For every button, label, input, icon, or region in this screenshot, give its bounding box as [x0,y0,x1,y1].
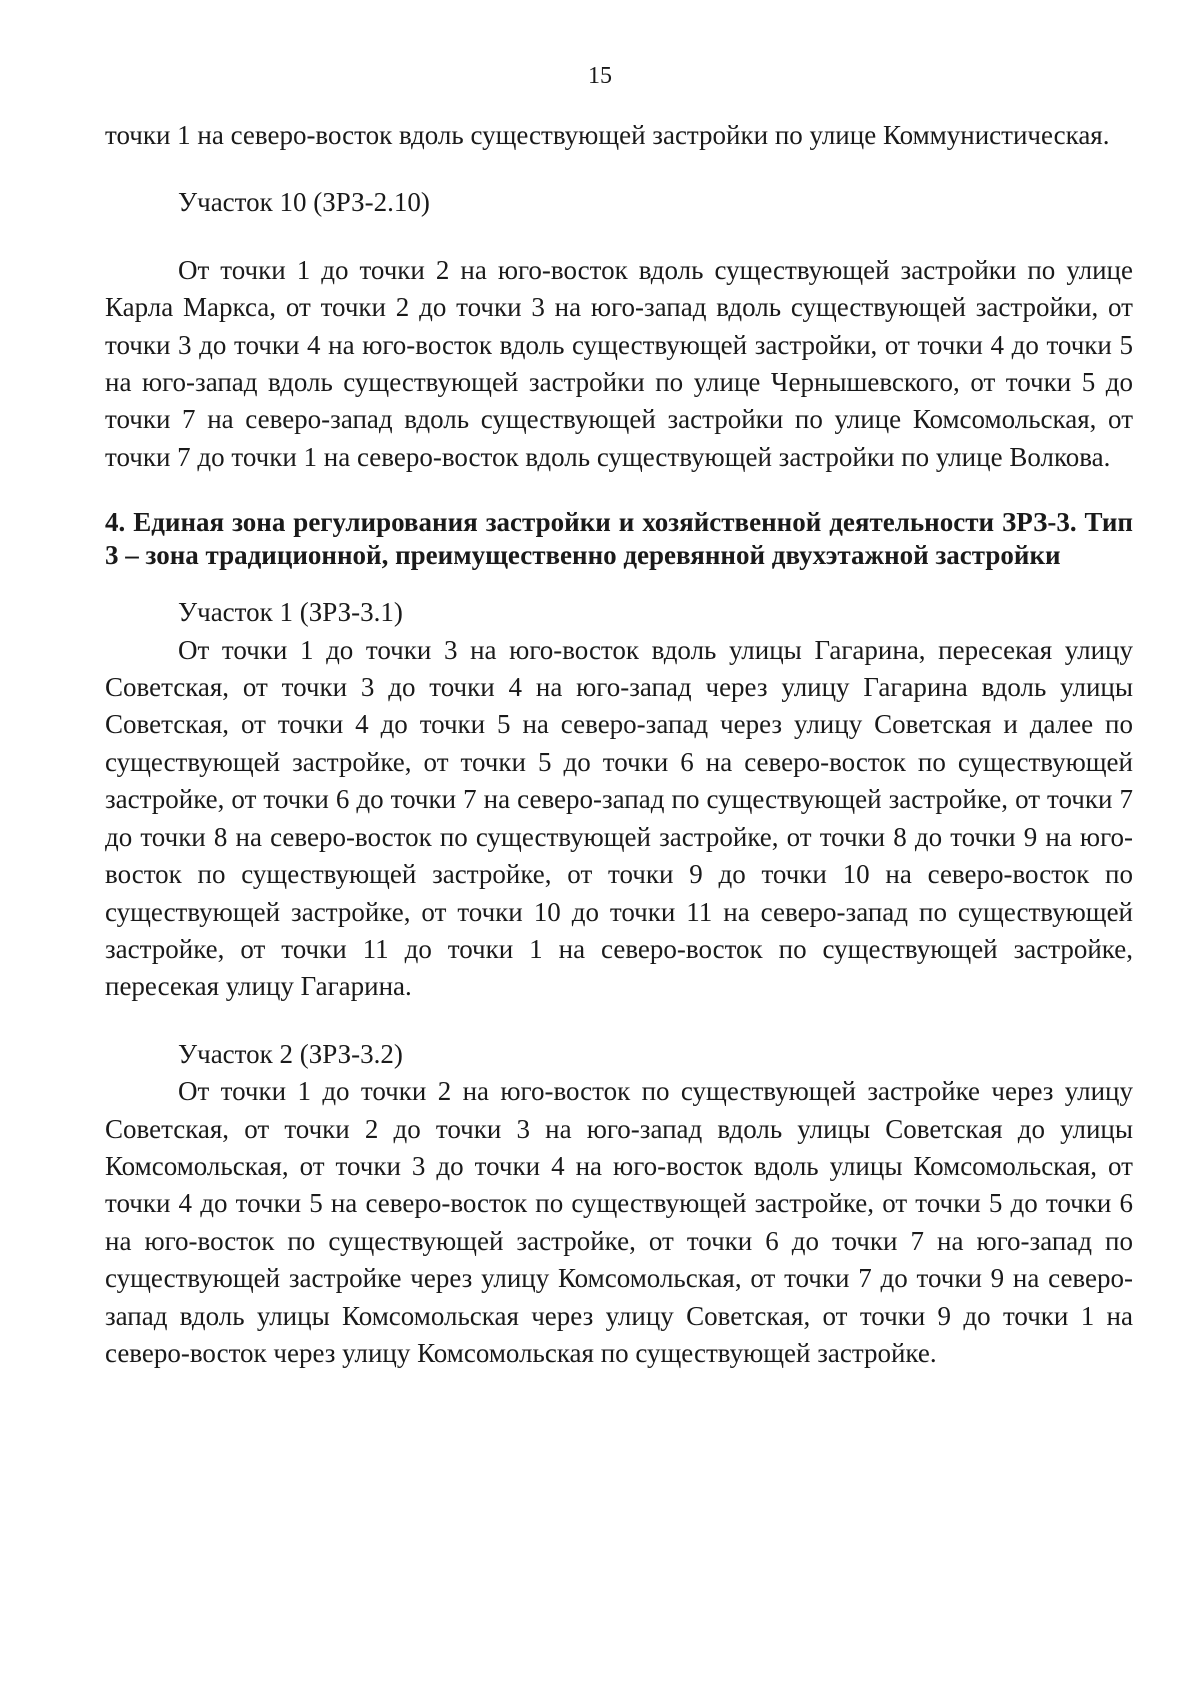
plot-2-paragraph: От точки 1 до точки 2 на юго-восток по существующей застройке через улицу Советская, от точки 2 до точки 3 на юго-запад вдоль улицы Советская до улицы Комсомольская, от точки 3 до точки 4 на юго-восток вдоль улицы Комсомольская, от точки 4 до точки 5 на северо-восток по существующей застройке, от точки 5 до точки 6 на юго-восток по существующей застройке, от точки 6 до точки 7 на юго-запад по существующей застройке через улицу Комсомольская, от точки 7 до точки 9 на северо-запад вдоль улицы Комсомольская через улицу Советская, от точки 9 до точки 1 на северо-восток через улицу Комсомольская по существующей застройке. [105,1076,1133,1368]
section-4-heading: 4. Единая зона регулирования застройки и хозяйственной деятельности ЗРЗ-3. Тип 3 – зона традиционной, преимущественно деревянной двухэтажной застройки [105,507,1133,571]
plot-10-paragraph: От точки 1 до точки 2 на юго-восток вдоль существующей застройки по улице Карла Маркса, от точки 2 до точки 3 на юго-запад вдоль существующей застройки, от точки 3 до точки 4 на юго-восток вдоль существующей застройки, от точки 4 до точки 5 на юго-запад вдоль существующей застройки по улице Чернышевского, от точки 5 до точки 7 на северо-запад вдоль существующей застройки по улице Комсомольская, от точки 7 до точки 1 на северо-восток вдоль существующей застройки по улице Волкова. [105,254,1133,472]
plot-2-title: Участок 2 (ЗРЗ-3.2) [178,1038,403,1069]
continuation-paragraph: точки 1 на северо-восток вдоль существующей застройки по улице Коммунистическая. [105,120,1110,150]
document-body [105,117,1133,1372]
page-number: 15 [588,63,612,89]
plot-10-title: Участок 10 (ЗРЗ-2.10) [178,187,430,218]
plot-1-paragraph: От точки 1 до точки 3 на юго-восток вдоль улицы Гагарина, пересекая улицу Советская, от точки 3 до точки 4 на юго-запад через улицу Гагарина вдоль улицы Советская, от точки 4 до точки 5 на северо-запад через улицу Советская и далее по существующей застройке, от точки 5 до точки 6 на северо-восток по существующей застройке, от точки 6 до точки 7 на северо-запад по существующей застройке, от точки 7 до точки 8 на северо-восток по существующей застройке, от точки 8 до точки 9 на юго-восток по существующей застройке, от точки 9 до точки 10 на северо-восток по существующей застройке, от точки 10 до точки 11 на северо-запад по существующей застройке, от точки 11 до точки 1 на северо-восток по существующей застройке, пересекая улицу Гагарина. [105,634,1133,1002]
plot-1-title: Участок 1 (ЗРЗ-3.1) [178,597,403,628]
